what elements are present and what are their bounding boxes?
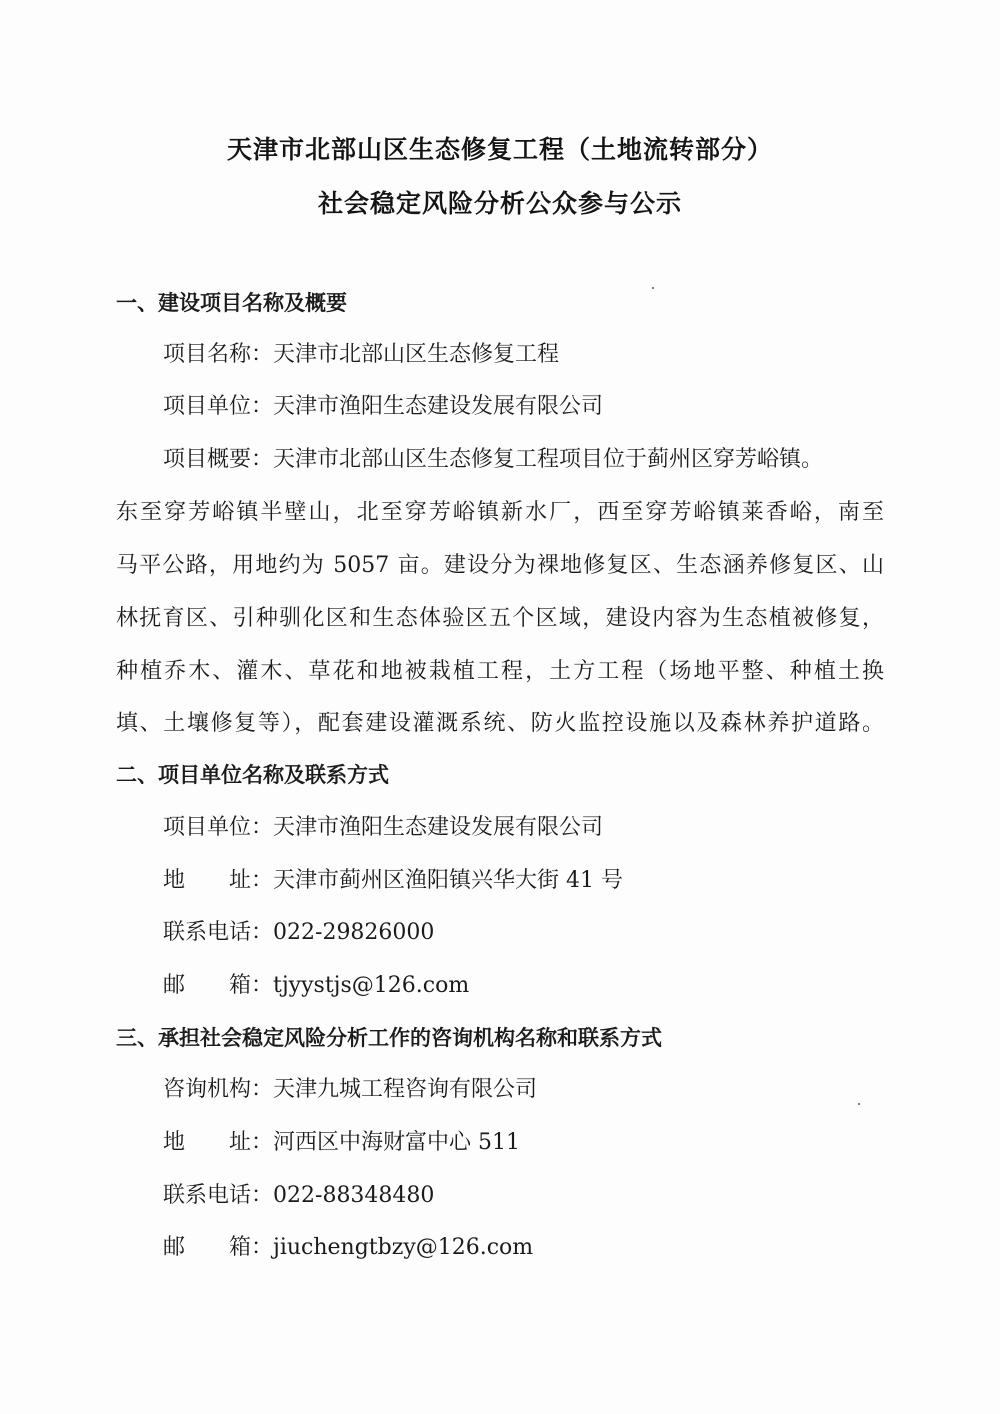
address-value: 天津市蓟州区渔阳镇兴华大街 41 号 (273, 868, 623, 893)
project-name-label: 项目名称： (163, 342, 274, 367)
overview-line-2: 马平公路，用地约为 5057 亩。建设分为裸地修复区、生态涵养修复区、山 (116, 553, 884, 578)
scan-speck (652, 287, 654, 289)
agency-address-row (163, 1128, 520, 1158)
agency-email-value[interactable]: jiuchengtbzy@126.com (273, 1235, 534, 1260)
agency-phone-label: 联系电话： (163, 1183, 274, 1208)
agency-row (163, 1075, 537, 1105)
overview-line-4: 种植乔木、灌木、草花和地被栽植工程，土方工程（场地平整、种植土换 (116, 659, 884, 684)
phone-row (163, 918, 434, 948)
agency-address-label: 地 址： (163, 1130, 274, 1155)
overview-first-line (163, 445, 823, 475)
overview-line-1: 东至穿芳峪镇半壁山，北至穿芳峪镇新水厂，西至穿芳峪镇莱香峪，南至 (116, 500, 884, 525)
address-label: 地 址： (163, 868, 274, 893)
unit-value: 天津市渔阳生态建设发展有限公司 (273, 815, 604, 840)
section1-heading: 一、建设项目名称及概要 (116, 291, 347, 315)
project-unit-value: 天津市渔阳生态建设发展有限公司 (273, 394, 604, 419)
email-row (163, 971, 469, 1001)
overview-label: 项目概要： (163, 447, 274, 472)
overview-line-3: 林抚育区、引种驯化区和生态体验区五个区域，建设内容为生态植被修复， (116, 606, 884, 631)
project-name-row (163, 340, 559, 370)
address-row (163, 866, 623, 896)
agency-phone-row (163, 1181, 434, 1211)
email-value[interactable]: tjyystjs@126.com (273, 973, 470, 998)
agency-address-value: 河西区中海财富中心 511 (273, 1130, 521, 1155)
document-title-line2: 社会稳定风险分析公众参与公示 (317, 189, 682, 218)
overview-line-0: 天津市北部山区生态修复工程项目位于蓟州区穿芳峪镇。 (273, 447, 824, 472)
overview-line-5: 填、土壤修复等），配套建设灌溉系统、防火监控设施以及森林养护道路。 (116, 711, 884, 736)
agency-value: 天津九城工程咨询有限公司 (273, 1077, 538, 1102)
unit-row (163, 813, 603, 843)
agency-phone-value: 022-88348480 (273, 1183, 435, 1208)
project-unit-label: 项目单位： (163, 394, 274, 419)
section3-heading: 三、承担社会稳定风险分析工作的咨询机构名称和联系方式 (116, 1026, 662, 1050)
section2-heading: 二、项目单位名称及联系方式 (116, 763, 389, 787)
agency-email-row (163, 1233, 533, 1263)
document-title-line1: 天津市北部山区生态修复工程（土地流转部分） (226, 135, 773, 164)
agency-email-label: 邮 箱： (163, 1235, 274, 1260)
phone-label: 联系电话： (163, 920, 274, 945)
phone-value: 022-29826000 (273, 920, 435, 945)
unit-label: 项目单位： (163, 815, 274, 840)
project-name-value: 天津市北部山区生态修复工程 (273, 342, 560, 367)
email-label: 邮 箱： (163, 973, 274, 998)
project-unit-row (163, 392, 603, 422)
agency-label: 咨询机构： (163, 1077, 274, 1102)
scan-speck (858, 1103, 860, 1105)
